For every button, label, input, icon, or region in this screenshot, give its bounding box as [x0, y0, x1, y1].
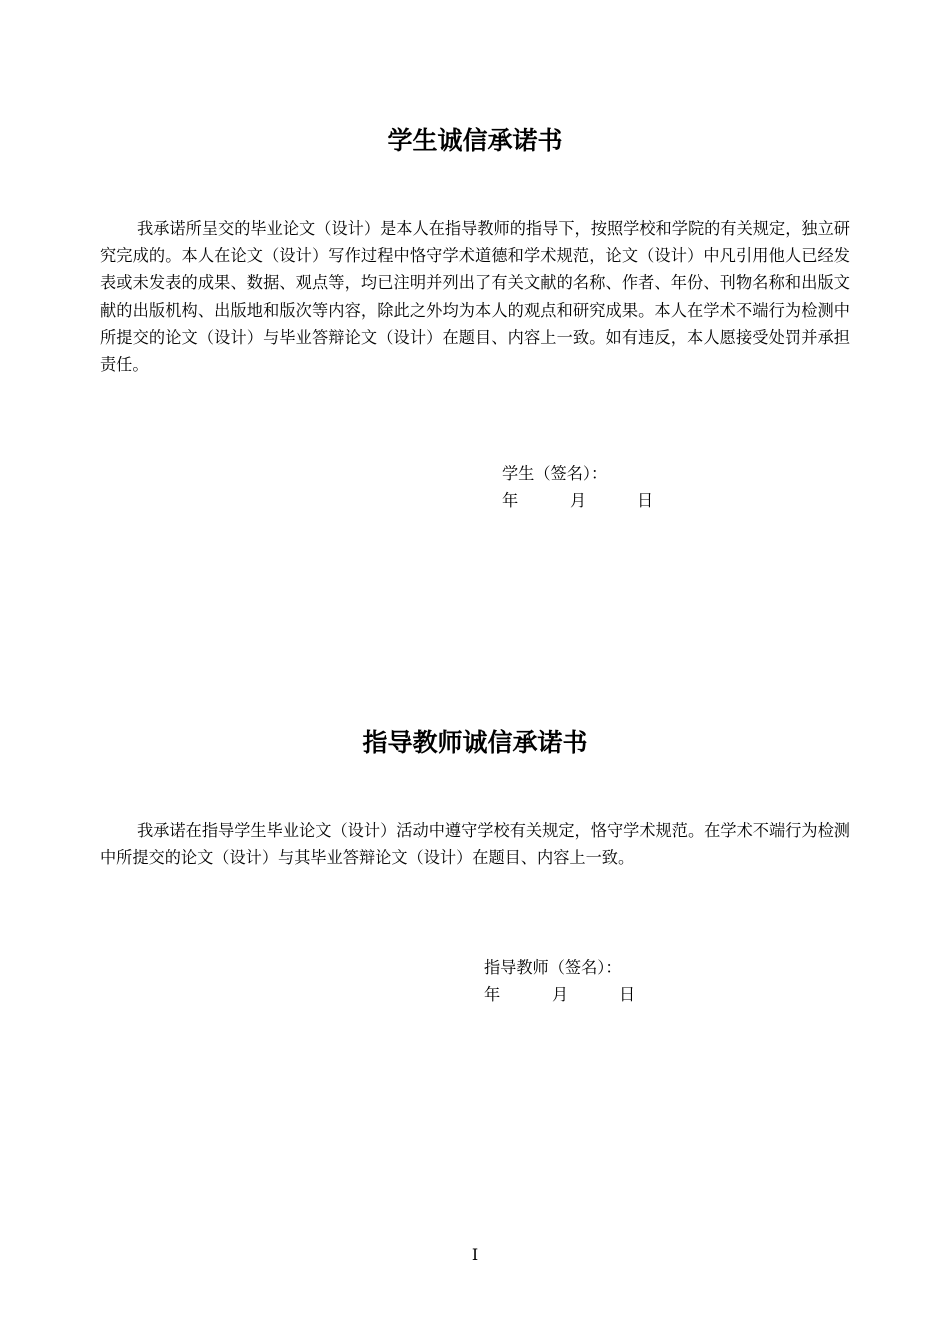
- student-date-year: 年: [502, 491, 519, 510]
- student-date-month: 月: [570, 491, 587, 510]
- teacher-pledge-body: 我承诺在指导学生毕业论文（设计）活动中遵守学校有关规定，恪守学术规范。在学术不端行为检测中所提交的论文（设计）与其毕业答辩论文（设计）在题目、内容上一致。: [100, 821, 850, 868]
- student-pledge-title: 学生诚信承诺书: [387, 126, 563, 155]
- teacher-date-line: [484, 981, 635, 1008]
- page-number: I: [471, 1245, 479, 1264]
- teacher-date-year: 年: [484, 985, 501, 1004]
- teacher-signature-label: 指导教师（签名）：: [484, 958, 622, 977]
- teacher-date-day: 日: [619, 985, 636, 1004]
- student-date-line: [502, 487, 653, 514]
- teacher-pledge-title: 指导教师诚信承诺书: [362, 728, 588, 757]
- student-signature-label: 学生（签名）：: [502, 464, 608, 483]
- student-pledge-body: 我承诺所呈交的毕业论文（设计）是本人在指导教师的指导下，按照学校和学院的有关规定，独立研究完成的。本人在论文（设计）写作过程中恪守学术道德和学术规范，论文（设计）中凡引用他人已经发表或未发表的成果、数据、观点等，均已注明并列出了有关文献的名称、作者、年份、刊物名称和出版文献的出版机构、出版地和版次等内容，除此之外均为本人的观点和研究成果。本人在学术不端行为检测中所提交的论文（设计）与毕业答辩论文（设计）在题目、内容上一致。如有违反，本人愿接受处罚并承担责任。: [100, 219, 850, 375]
- teacher-signature-block: [484, 954, 635, 1008]
- student-date-day: 日: [637, 491, 654, 510]
- student-signature-block: [502, 460, 653, 514]
- teacher-date-month: 月: [552, 985, 569, 1004]
